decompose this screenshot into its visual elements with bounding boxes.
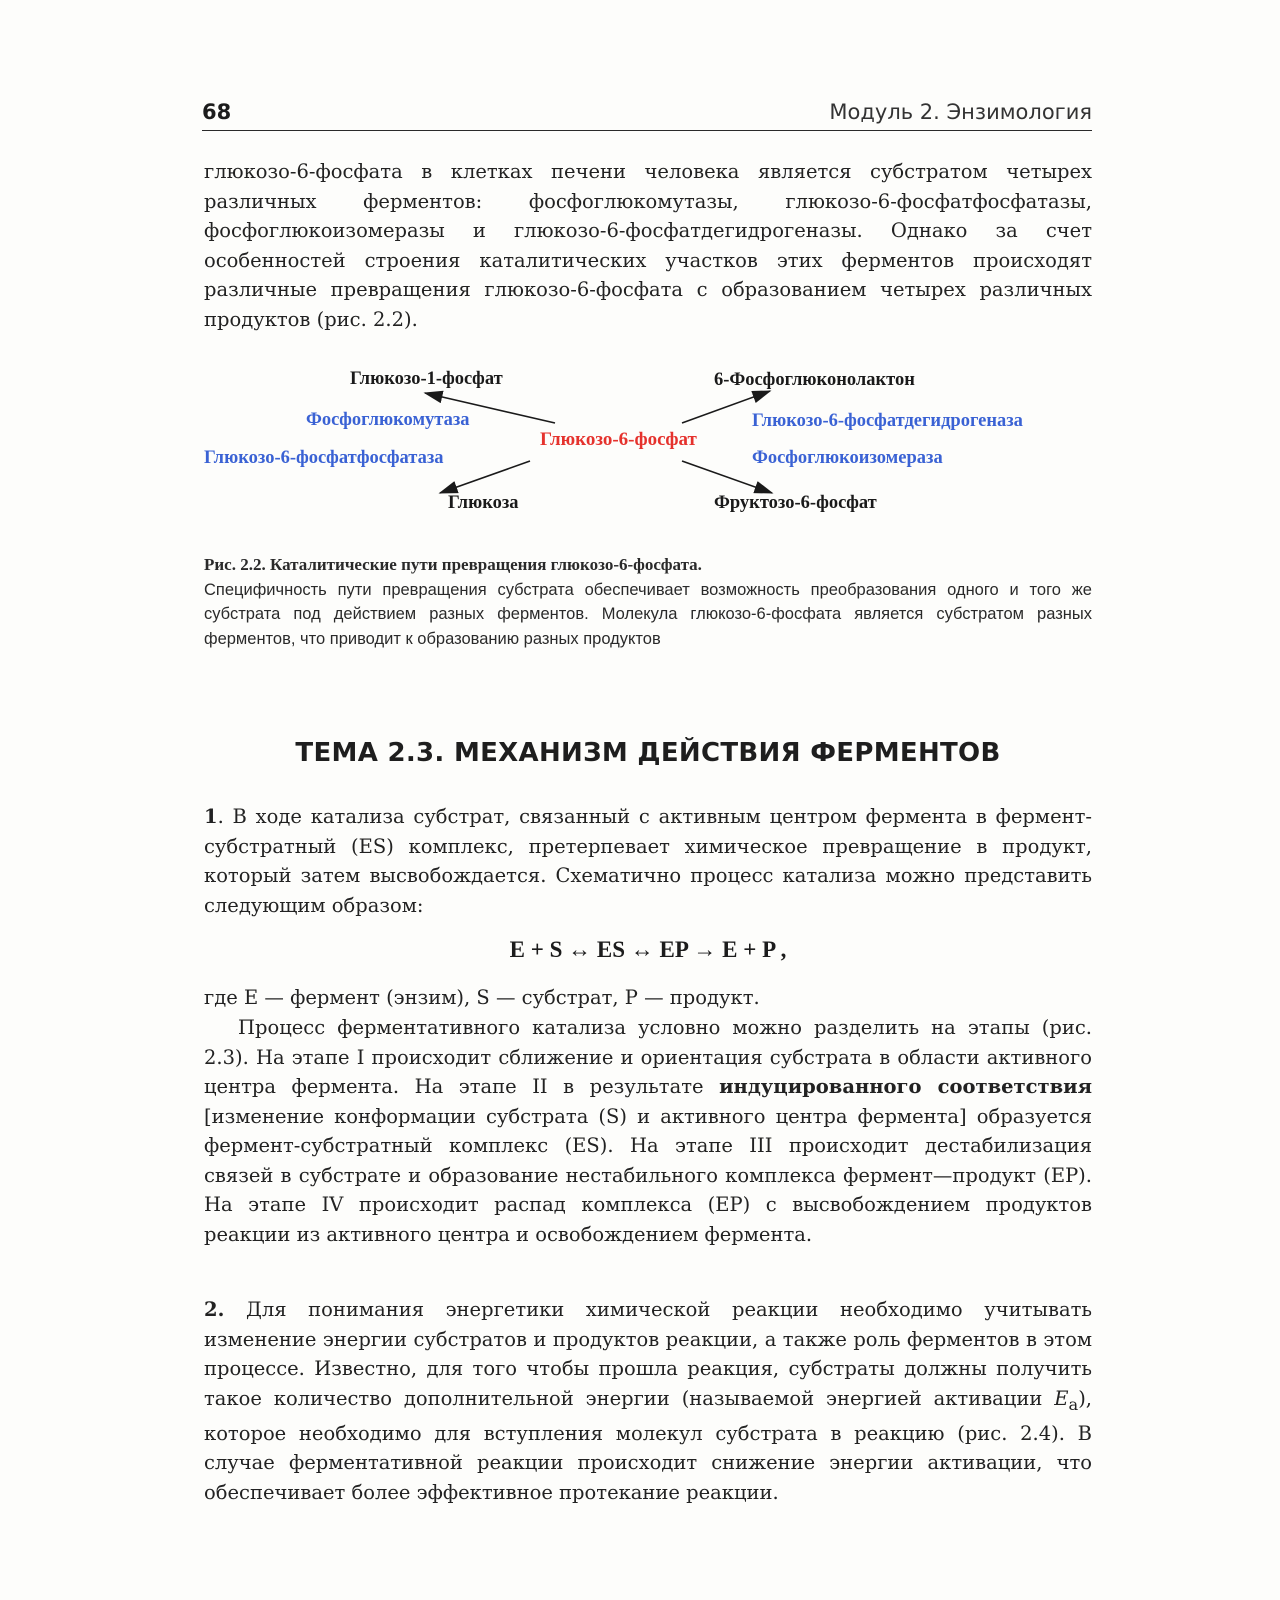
figure-caption-title: Рис. 2.2. Каталитические пути превращения глюкозо-6-фосфата. [204, 555, 702, 574]
product-fructose-6-phosphate: Фруктозо-6-фосфат [714, 493, 877, 513]
activation-energy-subscript: a [1068, 1394, 1079, 1414]
item-2-text-before: Для понимания энергетики химической реакции необходимо учитывать изменение энергии субстратов и продуктов реакции, а также роль ферментов в этом процессе. Известно, для того чтобы прошла реакция, субстраты должны получить такое количество дополнительной энергии (называемой энергией активации [204, 1298, 1092, 1410]
stages-bold-term: индуцированного соответствия [719, 1075, 1092, 1098]
section-heading: ТЕМА 2.3. МЕХАНИЗМ ДЕЙСТВИЯ ФЕРМЕНТОВ [295, 738, 1001, 768]
item-1 [204, 802, 1092, 920]
pathway-diagram [200, 365, 1100, 535]
running-title: Модуль 2. Энзимология [829, 100, 1092, 124]
enzyme-phosphoglucoisomerase: Фосфоглюкоизомераза [752, 448, 943, 468]
stages-paragraph [204, 1013, 1092, 1249]
item-1-text: . В ходе катализа субстрат, связанный с активным центром фермента в фермент-субстратный (ES) комплекс, претерпевает химическое превращение в продукт, который затем высвобождается. Схематично процесс катализа можно представить следующим образом: [204, 805, 1092, 917]
item-1-number: 1 [204, 805, 218, 828]
figure-caption-text: Специфичность пути превращения субстрата обеспечивает возможность преобразования одного и того же субстрата под действием разных ферментов. Молекула глюкозо-6-фосфата является субстратом разных ферментов, что приводит к образованию разных продуктов [204, 580, 1092, 648]
formula-legend [204, 983, 1092, 1013]
item-2-text-after: ), которое необходимо для вступления молекул субстрата в реакцию (рис. 2.4). В случае ферментативной реакции происходит снижение энергии активации, что обеспечивает более эффективное протекание реакции. [204, 1386, 1092, 1504]
intro-paragraph [204, 157, 1092, 334]
page-number: 68 [202, 100, 232, 124]
stages-text-2: [изменение конформации субстрата (S) и активного центра фермента] образуется фермент-субстратный комплекс (ES). На этапе III происходит дестабилизация связей в субстрате и образование нестабильного комплекса фермент—продукт (EP). На этапе IV происходит распад комплекса (EP) с высвобождением продуктов реакции из активного центра и освобождением фермента. [204, 1104, 1092, 1246]
arrow-to-glucose [440, 461, 530, 493]
activation-energy-symbol: E [1054, 1386, 1069, 1410]
figure-caption [204, 553, 1092, 651]
running-head [202, 100, 1092, 131]
product-6-phosphogluconolactone: 6-Фосфоглюконолактон [714, 370, 915, 390]
substrate-glucose-6-phosphate: Глюкозо-6-фосфат [540, 429, 697, 450]
enzyme-phosphoglucomutase: Фосфоглюкомутаза [306, 410, 470, 430]
item-2-number: 2. [204, 1298, 225, 1321]
intro-paragraph-text: глюкозо-6-фосфата в клетках печени человека является субстратом четырех различных ферментов: фосфоглюкомутазы, глюкозо-6-фосфатфосфатазы, фосфоглюкоизомеразы и глюкозо-6-фосфатдегидрогеназы. Однако за счет особенностей строения каталитических участков этих ферментов происходят различные превращения глюкозо-6-фосфата с образованием четырех различных продуктов (рис. 2.2). [204, 160, 1092, 331]
product-glucose-1-phosphate: Глюкозо-1-фосфат [350, 369, 503, 389]
stages-text-1: Процесс ферментативного катализа условно можно разделить на этапы (рис. 2.3). На этапе I происходит сближение и ориентация субстрата в области активного центра фермента. На этапе II в результате [204, 1016, 1092, 1098]
reaction-formula: E + S ↔ ES ↔ EP → E + P , [509, 937, 787, 962]
formula-legend-text: где E — фермент (энзим), S — субстрат, P — продукт. [204, 986, 760, 1009]
product-glucose: Глюкоза [448, 493, 519, 513]
enzyme-glucose-6-phosphatase: Глюкозо-6-фосфатфосфатаза [204, 448, 444, 468]
enzyme-glucose-6-phosphate-dehydrogenase: Глюкозо-6-фосфатдегидрогеназа [752, 411, 1023, 431]
item-2 [204, 1295, 1092, 1507]
